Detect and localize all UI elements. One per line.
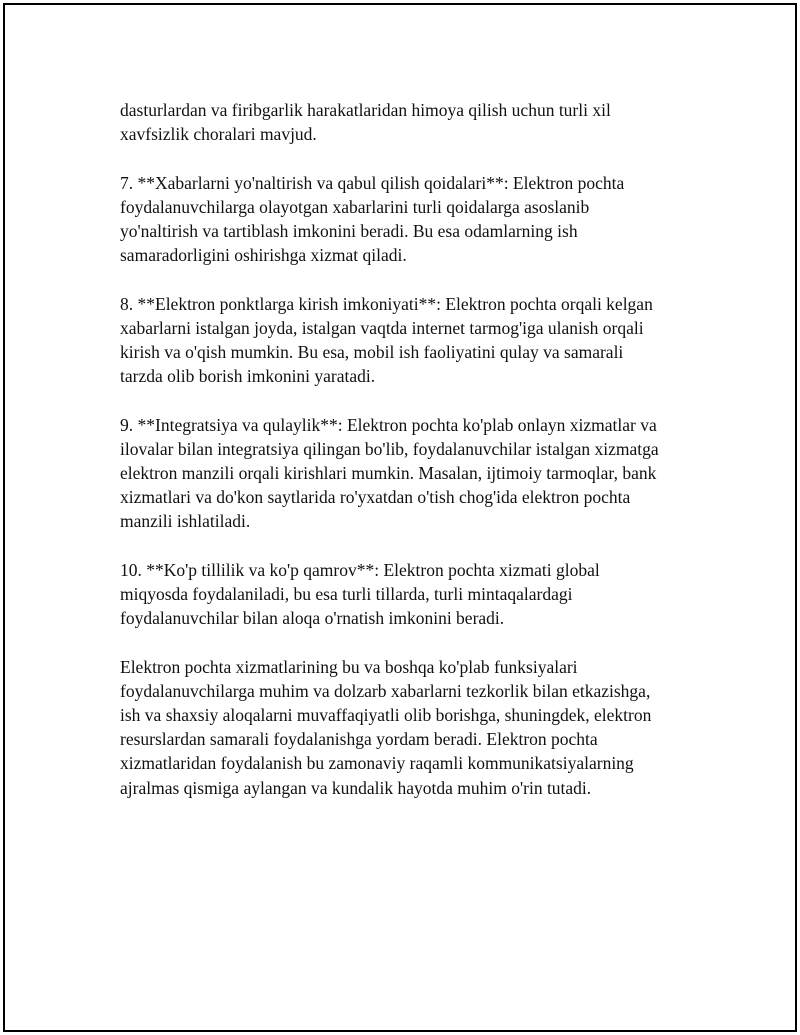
paragraph-security-continued bbox=[120, 98, 710, 146]
document-body bbox=[120, 98, 710, 824]
text-line: xavfsizlik choralari mavjud. bbox=[120, 124, 317, 145]
text-line: Elektron pochta xizmatlarining bu va boshqa ko'plab funksiyalari bbox=[120, 656, 578, 677]
text-line: 9. **Integratsiya va qulaylik**: Elektron pochta ko'plab onlayn xizmatlar va bbox=[120, 414, 657, 435]
text-line: miqyosda foydalaniladi, bu esa turli tillarda, turli mintaqalardagi bbox=[120, 584, 573, 604]
text-line: 10. **Ko'p tillilik va ko'p qamrov**: Elektron pochta xizmati global bbox=[120, 559, 600, 580]
text-line: samaradorligini oshirishga xizmat qiladi. bbox=[120, 245, 407, 266]
paragraph-item-10 bbox=[120, 558, 710, 631]
text-line: foydalanuvchilar bilan aloqa o'rnatish imkonini beradi. bbox=[120, 608, 505, 629]
page-frame bbox=[3, 3, 797, 1032]
text-line: ish va shaxsiy aloqalarni muvaffaqiyatli olib borishga, shuningdek, elektron bbox=[120, 705, 652, 725]
text-line: dasturlardan va firibgarlik harakatlaridan himoya qilish uchun turli xil bbox=[120, 100, 611, 120]
paragraph-item-9 bbox=[120, 413, 710, 534]
text-line: manzili ishlatiladi. bbox=[120, 511, 251, 532]
text-line: foydalanuvchilarga muhim va dolzarb xabarlarni tezkorlik bilan etkazishga, bbox=[120, 680, 651, 701]
text-line: tarzda olib borish imkonini yaratadi. bbox=[120, 366, 376, 387]
text-line: xizmatlari va do'kon saytlarida ro'yxatdan o'tish chog'ida elektron pochta bbox=[120, 487, 631, 508]
text-line: kirish va o'qish mumkin. Bu esa, mobil ish faoliyatini qulay va samarali bbox=[120, 342, 624, 362]
text-line: ilovalar bilan integratsiya qilingan bo'lib, foydalanuvchilar istalgan xizmatga bbox=[120, 438, 659, 459]
text-line: resurslardan samarali foydalanishga yordam beradi. Elektron pochta bbox=[120, 729, 598, 750]
text-line: ajralmas qismiga aylangan va kundalik hayotda muhim o'rin tutadi. bbox=[120, 777, 592, 798]
paragraph-conclusion bbox=[120, 655, 710, 800]
paragraph-item-8 bbox=[120, 292, 710, 389]
text-line: 8. **Elektron ponktlarga kirish imkoniyati**: Elektron pochta orqali kelgan bbox=[120, 293, 653, 314]
text-line: yo'naltirish va tartiblash imkonini beradi. Bu esa odamlarning ish bbox=[120, 221, 578, 241]
text-line: foydalanuvchilarga olayotgan xabarlarini turli qoidalarga asoslanib bbox=[120, 196, 590, 217]
text-line: xabarlarni istalgan joyda, istalgan vaqtda internet tarmog'iga ulanish orqali bbox=[120, 317, 644, 338]
text-line: 7. **Xabarlarni yo'naltirish va qabul qilish qoidalari**: Elektron pochta bbox=[120, 172, 625, 193]
text-line: elektron manzili orqali kirishlari mumkin. Masalan, ijtimoiy tarmoqlar, bank bbox=[120, 463, 657, 483]
text-line: xizmatlaridan foydalanish bu zamonaviy raqamli kommunikatsiyalarning bbox=[120, 753, 634, 774]
paragraph-item-7 bbox=[120, 171, 710, 268]
